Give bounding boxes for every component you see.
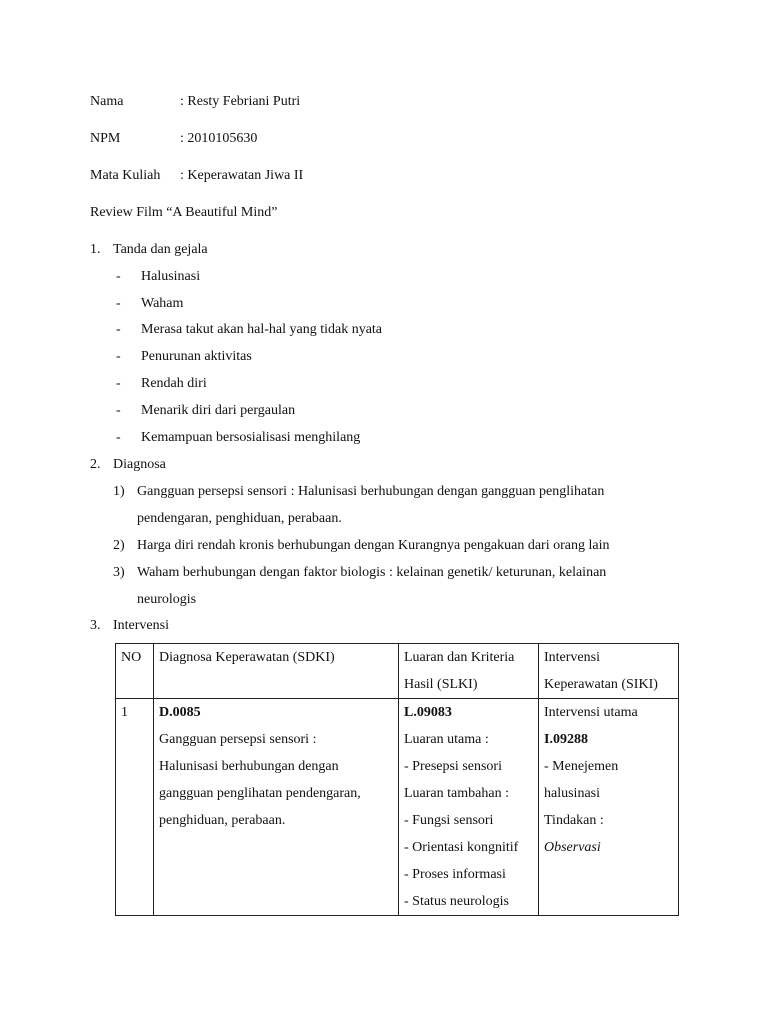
intervention-table — [115, 643, 679, 916]
cell-slki: L.09083 Luaran utama : - Presepsi sensori Luaran tambahan : - Fungsi sensori - Orientasi kongnitif - Proses informasi - Status neurologis — [399, 699, 539, 916]
header-no: NO — [116, 644, 154, 699]
header-siki: Intervensi Keperawatan (SIKI) — [539, 644, 679, 699]
name-row — [90, 93, 300, 111]
table-row — [116, 699, 679, 916]
header-slki: Luaran dan Kriteria Hasil (SLKI) — [399, 644, 539, 699]
course-row — [90, 167, 303, 185]
siki-code: I.09288 — [544, 732, 588, 747]
table-header-row — [116, 644, 679, 699]
section-2-title: Diagnosa — [113, 457, 166, 472]
cell-no: 1 — [116, 699, 154, 916]
slki-code: L.09083 — [404, 705, 452, 720]
document-page: Nama : Resty Febriani Putri NPM : 2010105630 Mata Kuliah : Keperawatan Jiwa II Review Film “A Beautiful Mind” 1. Tanda dan gejala - Halusinasi - Waham - Merasa takut akan hal-hal yang tidak nyata - Penurunan aktivitas - Rendah diri - Menarik diri dari pergaulan - Kemampuan bersosialisasi menghilang 2. Diagnosa 1) Gangguan persepsi sensori : Halunisasi berhubungan dengan gangguan penglihatan pendengaran, penghiduan, perabaan. 2) Harga diri rendah kronis berhubungan dengan Kurangnya pengakuan dari orang lain 3) Waham berhubungan dengan faktor biologis : kelainan genetik/ keturunan, kelainan neurologis 3. Intervensi NO Diagnosa Keperawatan (SDKI) Luaran dan Kriteria Hasil (SLKI) Intervensi Keperawatan (SIKI) 1 D.0085 Gangguan persepsi sensori : Halunisasi berhubungan dengan gangguan penglihatan pendengaran, penghiduan, perabaan. L.09083 Luaran utama : - Presepsi sensori Luaran tambahan : - Fungsi sensori - Orientasi kongnitif - Proses informasi - Status neurologis Intervensi utama I.09288 - Menejemen halusinasi Tindakan : Observasi — [0, 0, 768, 1024]
siki-observasi: Observasi — [544, 840, 601, 855]
course-value: : Keperawatan Jiwa II — [180, 168, 304, 183]
section-2-number: 2. — [90, 457, 101, 472]
npm-value: : 2010105630 — [180, 131, 258, 146]
header-sdki: Diagnosa Keperawatan (SDKI) — [154, 644, 399, 699]
section-1-number: 1. — [90, 242, 101, 257]
section-3-number: 3. — [90, 618, 101, 633]
document-title: Review Film “A Beautiful Mind” — [90, 205, 278, 220]
section-3-title: Intervensi — [113, 618, 169, 633]
npm-row — [90, 130, 257, 148]
cell-siki: Intervensi utama I.09288 - Menejemen halusinasi Tindakan : Observasi — [539, 699, 679, 916]
name-label: Nama — [90, 94, 124, 109]
course-label: Mata Kuliah — [90, 168, 161, 183]
section-1-title: Tanda dan gejala — [113, 242, 208, 257]
npm-label: NPM — [90, 131, 121, 146]
name-value: : Resty Febriani Putri — [180, 94, 301, 109]
sdki-code: D.0085 — [159, 705, 201, 720]
cell-sdki: D.0085 Gangguan persepsi sensori : Halunisasi berhubungan dengan gangguan penglihatan pendengaran, penghiduan, perabaan. — [154, 699, 399, 916]
